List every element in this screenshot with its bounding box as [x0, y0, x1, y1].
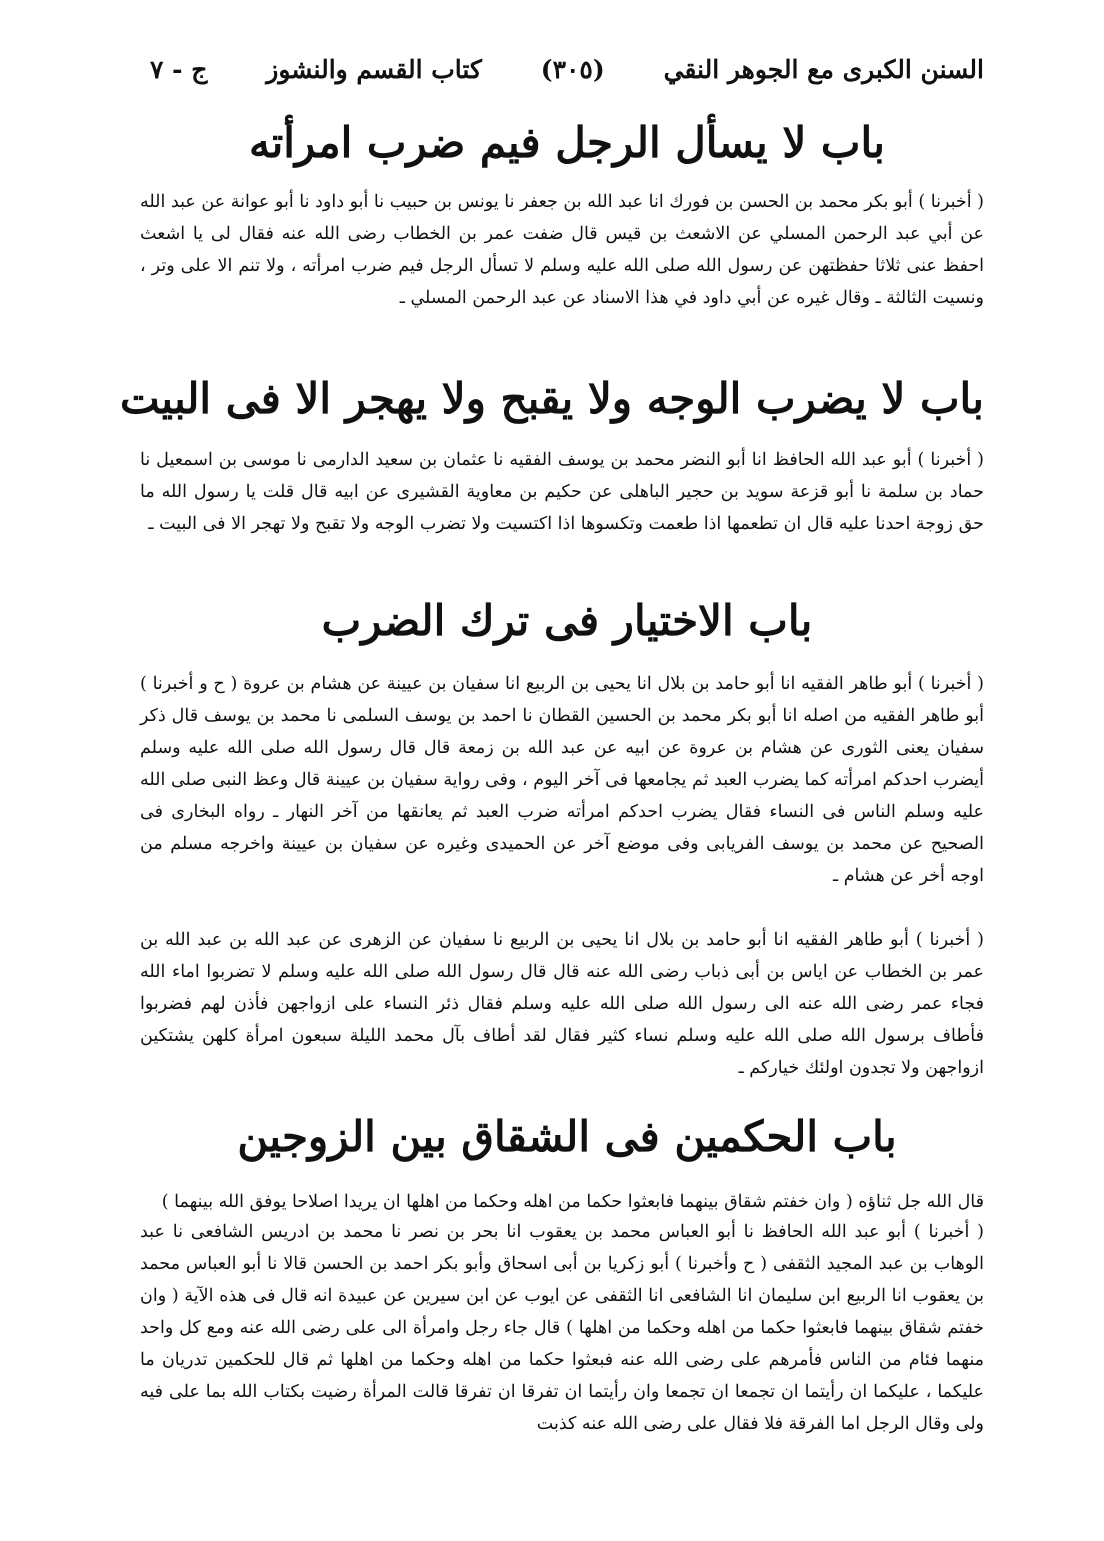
section-1-paragraph-1: ( أخبرنا ) أبو بكر محمد بن الحسن بن فورك انا عبد الله بن جعفر نا يونس بن حبيب نا أبو داود نا أبو عوانة عن عبد الله عن أبي عبد الرحمن المسلي عن الاشعث بن قيس قال ضفت عمر بن الخطاب رضى الله عنه فقال لى يا اشعث احفظ عنى ثلاثا حفظتهن عن رسول الله صلى الله عليه وسلم لا تسأل الرجل فيم ضرب امرأته ، ولا تنم الا على وتر ، ونسيت الثالثة ـ وقال غيره عن أبي داود في هذا الاسناد عن عبد الرحمن المسلي ـ	[140, 192, 984, 308]
volume-number: ج - ٧	[150, 54, 208, 84]
section-3-paragraph-1: ( أخبرنا ) أبو طاهر الفقيه انا أبو حامد بن بلال انا يحيى بن الربيع انا سفيان بن عيينة عن هشام بن عروة ( ح و أخبرنا ) أبو طاهر الفقيه من اصله انا أبو بكر محمد بن الحسين القطان نا احمد بن يوسف السلمى نا محمد بن يوسف قال ذكر سفيان يعنى الثورى عن هشام بن عروة عن ابيه عن عبد الله بن زمعة قال قال رسول الله صلى الله عليه وسلم أيضرب احدكم امرأته كما يضرب العبد ثم يجامعها فى آخر اليوم ، وفى رواية سفيان بن عيينة قال وعظ النبى صلى الله عليه وسلم الناس فى النساء فقال يضرب احدكم امرأته ضرب العبد ثم يعانقها من آخر النهار ـ رواه البخارى فى الصحيح عن محمد بن يوسف الفريابى وفى موضع آخر عن الحميدى وغيره عن سفيان بن عيينة واخرجه مسلم من اوجه أخر عن هشام ـ	[140, 674, 984, 886]
section-title-4: باب الحكمين فى الشقاق بين الزوجين	[237, 1112, 897, 1161]
section-title-1: باب لا يسأل الرجل فيم ضرب امرأته	[249, 118, 885, 167]
page-number: (٣٠٥)	[540, 54, 605, 84]
section-3-paragraph-2: ( أخبرنا ) أبو طاهر الفقيه انا أبو حامد بن بلال انا يحيى بن الربيع نا سفيان عن الزهرى عن عبد الله بن عبد الله بن عمر بن الخطاب عن اياس بن أبى ذباب رضى الله عنه قال قال رسول الله صلى الله عليه وسلم لا تضربوا اماء الله فجاء عمر رضى الله عنه الى رسول الله صلى الله عليه وسلم فقال ذئر النساء على ازواجهن فأذن لهم فضربوا فأطاف برسول الله صلى الله عليه وسلم نساء كثير فقال لقد أطاف بآل محمد الليلة سبعون امرأة كلهن يشتكين ازواجهن ولا تجدون اولئك خياركم ـ	[140, 930, 984, 1078]
running-header	[150, 46, 984, 92]
section-4-paragraph-2: ( أخبرنا ) أبو عبد الله الحافظ نا أبو العباس محمد بن يعقوب انا بحر بن نصر نا محمد بن ادريس الشافعى نا عبد الوهاب بن عبد المجيد الثقفى ( ح وأخبرنا ) أبو زكريا بن أبى اسحاق وأبو بكر احمد بن الحسن قالا نا أبو العباس محمد بن يعقوب انا الربيع ابن سليمان انا الشافعى انا الثقفى عن ايوب عن ابن سيرين عن عبيدة انه قال فى هذه الآية ( وان خفتم شقاق بينهما فابعثوا حكما من اهله وحكما من اهلها ) قال جاء رجل وامرأة الى على رضى الله عنه ومع كل واحد منهما فئام من الناس فأمرهم على رضى الله عنه فبعثوا حكما من اهله وحكما من اهلها ثم قال للحكمين تدريان ما عليكما ، عليكما ان رأيتما ان تجمعا ان تجمعا وان رأيتما ان تفرقا ان تفرقا قالت المرأة رضيت بكتاب الله بما على فيه ولى وقال الرجل اما الفرقة فلا فقال على رضى الله عنه كذبت	[140, 1222, 984, 1434]
book-title: السنن الكبرى مع الجوهر النقي	[663, 54, 984, 84]
section-title-3: باب الاختيار فى ترك الضرب	[321, 596, 813, 645]
chapter-title: كتاب القسم والنشوز	[266, 54, 482, 84]
section-4-paragraph-1: قال الله جل ثناؤه ( وان خفتم شقاق بينهما فابعثوا حكما من اهله وحكما من اهلها ان يريدا اصلاحا يوفق الله بينهما )	[161, 1192, 984, 1212]
section-2-paragraph-1: ( أخبرنا ) أبو عبد الله الحافظ انا أبو النضر محمد بن يوسف الفقيه نا عثمان بن سعيد الدارمى نا موسى بن اسمعيل نا حماد بن سلمة نا أبو قزعة سويد بن حجير الباهلى عن حكيم بن معاوية القشيرى عن ابيه قال قلت يا رسول الله ما حق زوجة احدنا عليه قال ان تطعمها اذا طعمت وتكسوها اذا اكتسيت ولا تضرب الوجه ولا تقبح ولا تهجر الا فى البيت ـ	[140, 450, 984, 534]
section-title-2: باب لا يضرب الوجه ولا يقبح ولا يهجر الا فى البيت	[120, 374, 984, 423]
